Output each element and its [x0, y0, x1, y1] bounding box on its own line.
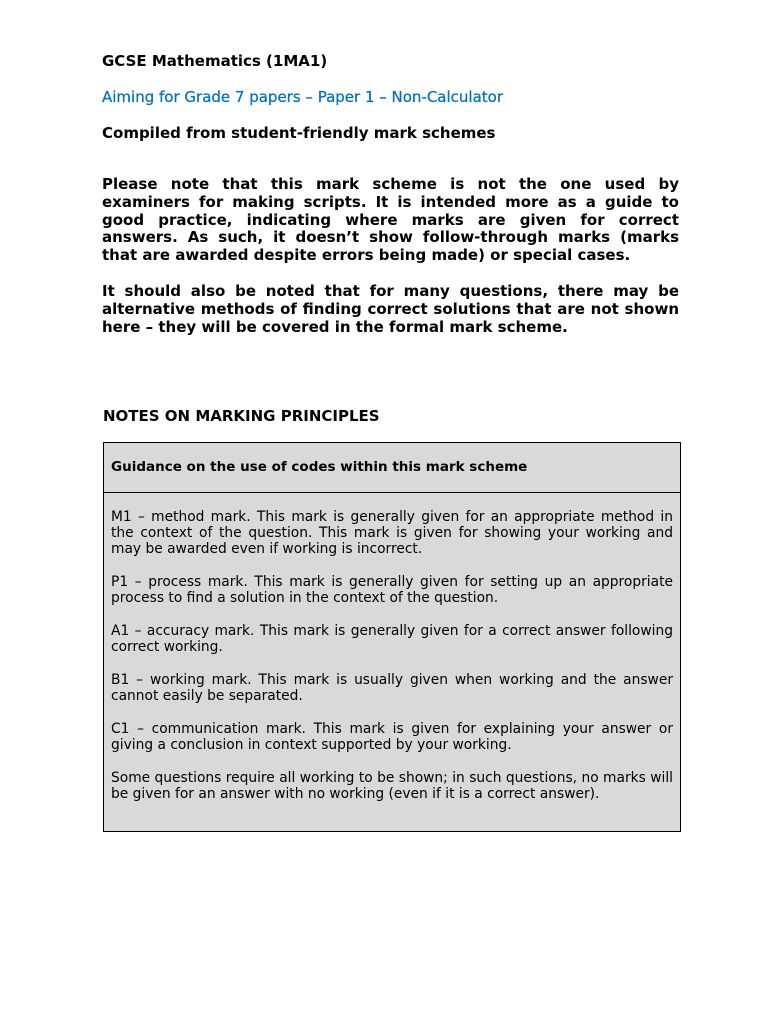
document-subtitle: Aiming for Grade 7 papers – Paper 1 – Non-Calculator: [102, 88, 504, 106]
guidance-table-header: Guidance on the use of codes within this mark scheme: [104, 443, 680, 493]
document-title: GCSE Mathematics (1MA1): [102, 52, 328, 70]
guidance-table: [103, 442, 681, 832]
notes-heading: NOTES ON MARKING PRINCIPLES: [103, 407, 380, 425]
guidance-item-m1: M1 – method mark. This mark is generally given for an appropriate method in the context of the question. This mark is given for showing your working and may be awarded even if working is incorrect.: [111, 509, 673, 558]
guidance-item-c1: C1 – communication mark. This mark is given for explaining your answer or giving a conclusion in context supported by your working.: [111, 720, 673, 754]
guidance-item-a1: A1 – accuracy mark. This mark is generally given for a correct answer following correct working.: [111, 623, 673, 656]
guidance-item-b1: B1 – working mark. This mark is usually given when working and the answer cannot easily be separated.: [111, 671, 673, 705]
intro-paragraph-2: It should also be noted that for many questions, there may be alternative methods of finding correct solutions that are not shown here – they will be covered in the formal mark scheme.: [102, 282, 679, 336]
guidance-table-body: [104, 493, 680, 802]
guidance-item-working: Some questions require all working to be shown; in such questions, no marks will be given for an answer with no working (even if it is a correct answer).: [111, 769, 673, 802]
intro-paragraph-1: Please note that this mark scheme is not the one used by examiners for making scripts. It is intended more as a guide to good practice, indicating where marks are given for correct answers. As such, it doesn’t show follow-through marks (marks that are awarded despite errors being made) or special cases.: [102, 175, 679, 265]
guidance-item-p1: P1 – process mark. This mark is generally given for setting up an appropriate process to find a solution in the context of the question.: [111, 574, 673, 607]
compiled-note: Compiled from student-friendly mark schemes: [102, 124, 496, 142]
